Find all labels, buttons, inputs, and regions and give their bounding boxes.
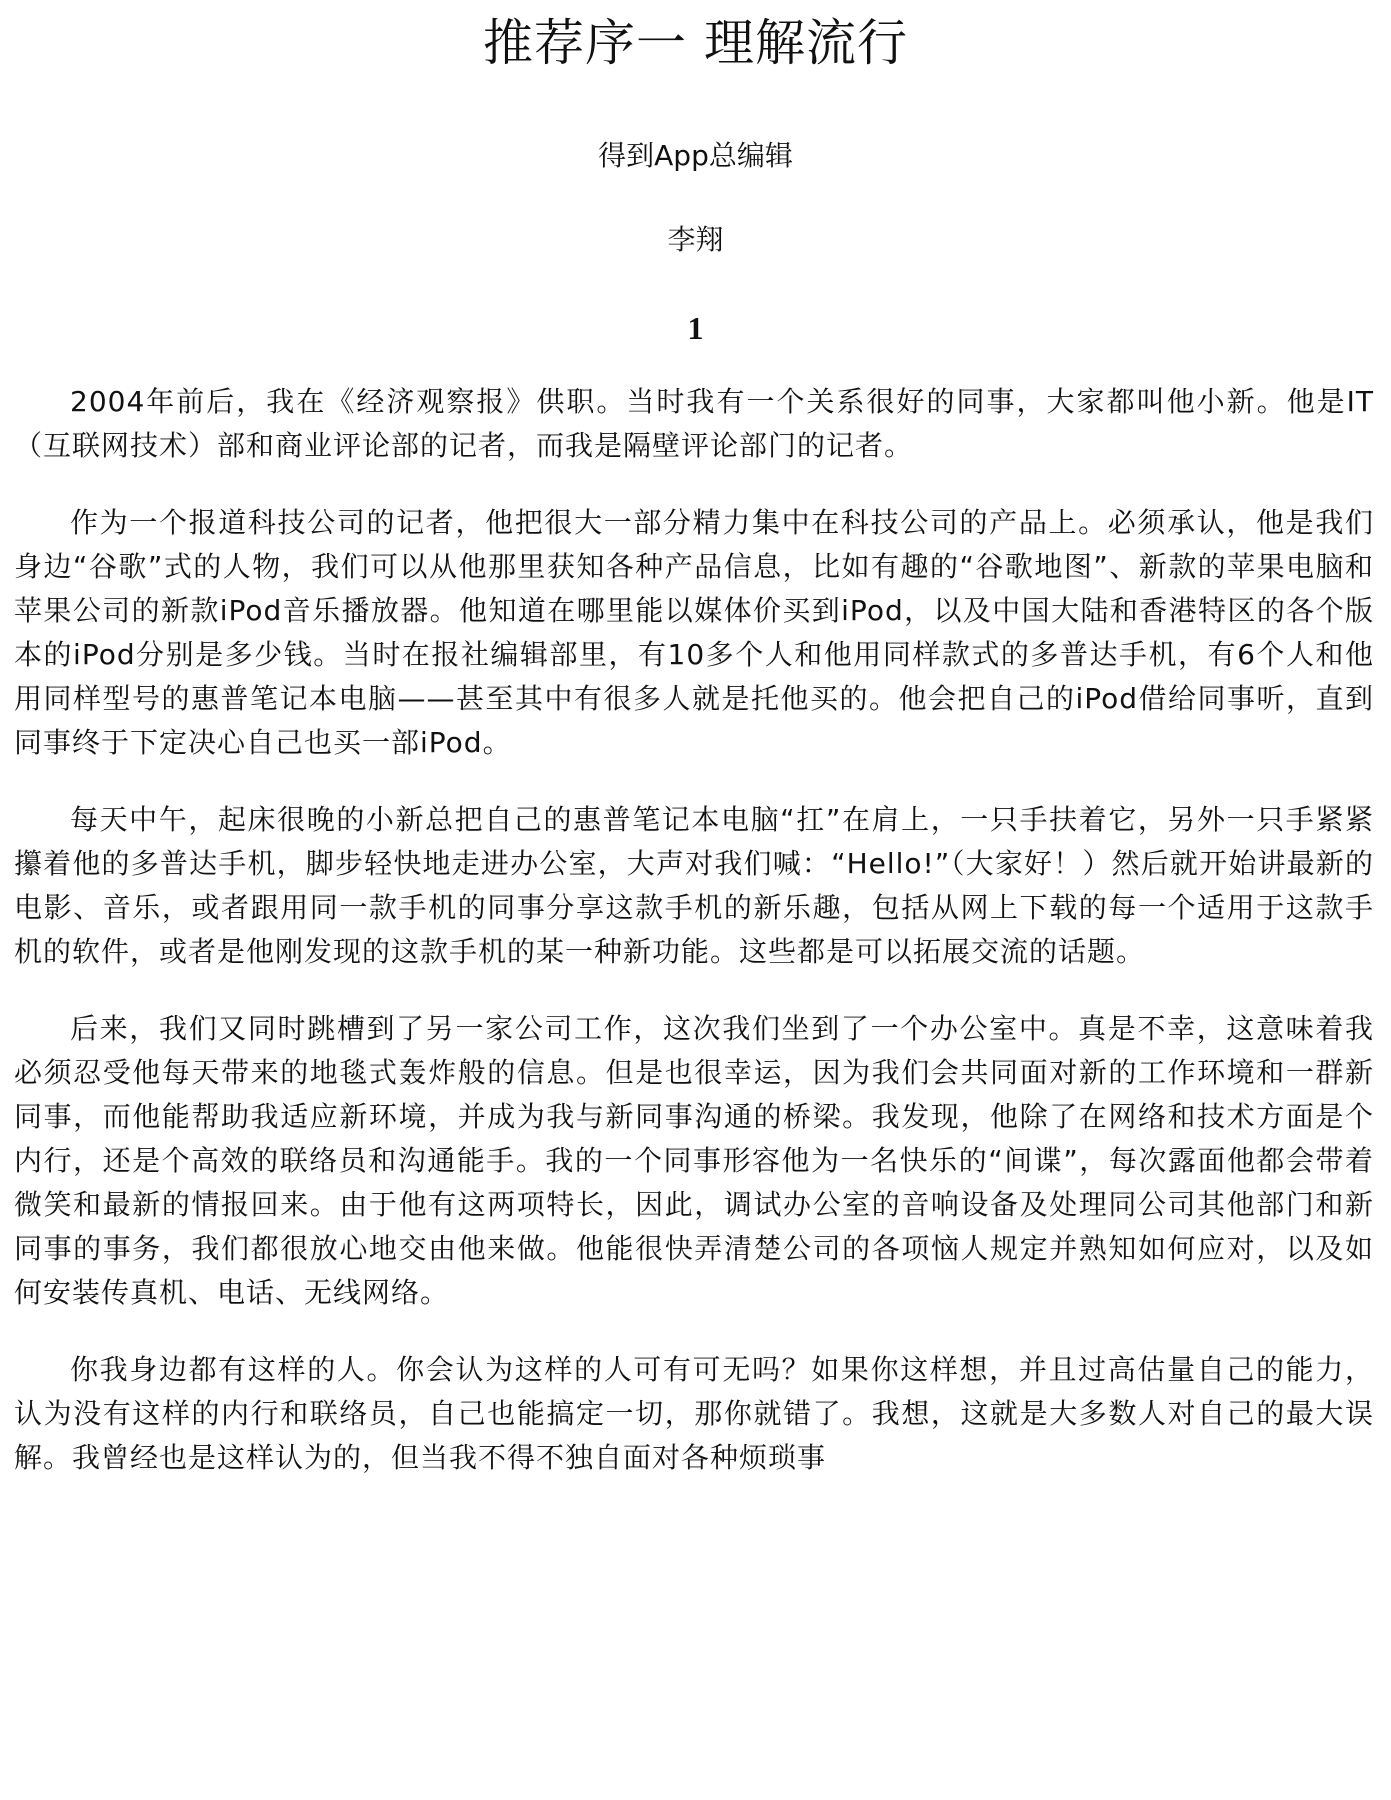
page-title: 推荐序一 理解流行: [483, 14, 908, 72]
section-number: 1: [687, 310, 704, 346]
paragraph-5: 你我身边都有这样的人。你会认为这样的人可有可无吗？如果你这样想，并且过高估量自己的能力，认为没有这样的内行和联络员，自己也能搞定一切，那你就错了。我想，这就是大多数人对自己的最大误解。我曾经也是这样认为的，但当我不得不独自面对各种烦琐事: [14, 1353, 1374, 1474]
author-name: 李翔: [667, 223, 724, 256]
paragraph-2: 作为一个报道科技公司的记者，他把很大一部分精力集中在科技公司的产品上。必须承认，他是我们身边“谷歌”式的人物，我们可以从他那里获知各种产品信息，比如有趣的“谷歌地图”、新款的苹果电脑和苹果公司的新款iPod音乐播放器。他知道在哪里能以媒体价买到iPod，以及中国大陆和香港特区的各个版本的iPod分别是多少钱。当时在报社编辑部里，有10多个人和他用同样款式的多普达手机，有6个人和他用同样型号的惠普笔记本电脑——甚至其中有很多人就是托他买的。他会把自己的iPod借给同事听，直到同事终于下定决心自己也买一部iPod。: [14, 506, 1374, 759]
paragraph-4: 后来，我们又同时跳槽到了另一家公司工作，这次我们坐到了一个办公室中。真是不幸，这意味着我必须忍受他每天带来的地毯式轰炸般的信息。但是也很幸运，因为我们会共同面对新的工作环境和一群新同事，而他能帮助我适应新环境，并成为我与新同事沟通的桥梁。我发现，他除了在网络和技术方面是个内行，还是个高效的联络员和沟通能手。我的一个同事形容他为一名快乐的“间谍”，每次露面他都会带着微笑和最新的情报回来。由于他有这两项特长，因此，调试办公室的音响设备及处理同公司其他部门和新同事的事务，我们都很放心地交由他来做。他能很快弄清楚公司的各项恼人规定并熟知如何应对，以及如何安装传真机、电话、无线网络。: [14, 1012, 1374, 1309]
paragraph-3: 每天中午，起床很晚的小新总把自己的惠普笔记本电脑“扛”在肩上，一只手扶着它，另外一只手紧紧攥着他的多普达手机，脚步轻快地走进办公室，大声对我们喊：“Hello!”（大家好！）然后就开始讲最新的电影、音乐，或者跟用同一款手机的同事分享这款手机的新乐趣，包括从网上下载的每一个适用于这款手机的软件，或者是他刚发现的这款手机的某一种新功能。这些都是可以拓展交流的话题。: [14, 803, 1374, 968]
body-text: [14, 380, 1374, 1513]
paragraph-1: 2004年前后，我在《经济观察报》供职。当时我有一个关系很好的同事，大家都叫他小新。他是IT（互联网技术）部和商业评论部的记者，而我是隔壁评论部门的记者。: [14, 385, 1374, 462]
author-role: 得到App总编辑: [598, 139, 793, 172]
